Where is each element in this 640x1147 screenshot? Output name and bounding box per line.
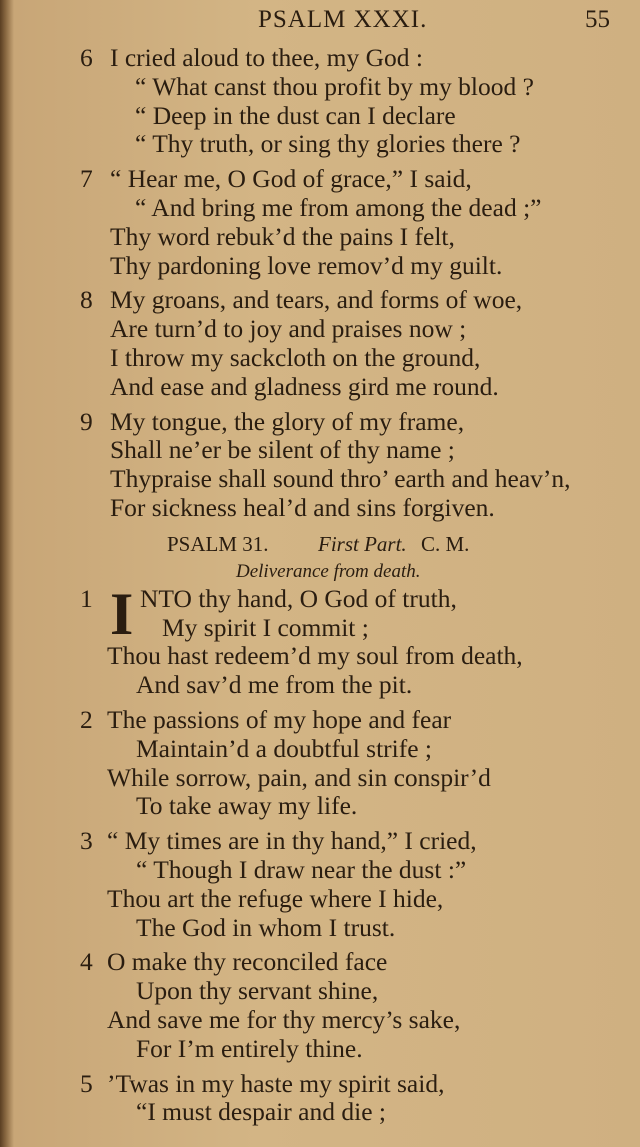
section-psalm: PSALM 31. [167,531,269,556]
verse [0,948,640,1063]
verse-line: Thy pardoning love remov’d my guilt. [110,250,503,280]
verse [0,44,640,159]
verse-number: 6 [80,43,93,72]
running-head [0,6,640,40]
verse-line: My spirit I commit ; [162,612,369,642]
verse-line: ’Twas in my haste my spirit said, [107,1068,445,1098]
page-number: 55 [585,6,610,33]
verse-line: “ Deep in the dust can I declare [135,100,456,130]
verse-number: 5 [80,1068,93,1098]
verse-line: “ My times are in thy hand,” I cried, [107,826,477,856]
verse-line: “ Though I draw near the dust :” [136,854,467,884]
verse-line: Maintain’d a doubtful strife ; [136,733,433,763]
verse-number: 4 [80,947,93,977]
verse [0,706,640,821]
verse-line: For sickness heal’d and sins forgiven. [110,492,495,522]
verse-line: Thypraise shall sound thro’ earth and heav’n, [110,464,571,494]
verse-line: Thou art the refuge where I hide, [107,883,444,913]
verse-number: 1 [80,583,93,613]
verse-line: Are turn’d to joy and praises now ; [110,314,467,344]
verse [0,165,640,280]
verse-line: “ Thy truth, or sing thy glories there ? [135,129,521,159]
drop-cap: I [110,580,134,647]
verse [0,286,640,401]
text-block [0,44,640,1133]
verse-line: The God in whom I trust. [136,912,396,942]
verse-line: “ What canst thou profit by my blood ? [135,71,534,101]
verse-line: “I must despair and die ; [136,1097,386,1127]
verse-line: And ease and gladness gird me round. [110,371,499,401]
verse-line: NTO thy hand, O God of truth, [140,583,457,613]
section-subtitle [0,559,640,585]
verse-line: To take away my life. [136,791,358,821]
verse-line: And sav’d me from the pit. [136,670,413,700]
verse-line: The passions of my hope and fear [107,704,452,734]
verse-line: I throw my sackcloth on the ground, [110,342,481,372]
verse-line: “ Hear me, O God of grace,” I said, [110,164,472,194]
section-meter: C. M. [421,531,470,556]
verse-line: Upon thy servant shine, [136,976,379,1006]
verse-line: And save me for thy mercy’s sake, [107,1004,461,1034]
verse [0,1070,640,1128]
verse-line: For I’m entirely thine. [136,1033,363,1063]
verse-line: “ And bring me from among the dead ;” [135,192,542,222]
verse-line: Shall ne’er be silent of thy name ; [110,435,455,465]
verse-line: I cried aloud to thee, my God : [110,43,423,72]
verse-line: My tongue, the glory of my frame, [110,406,465,436]
verse-line: My groans, and tears, and forms of woe, [110,285,523,315]
verse-number: 7 [80,164,93,194]
verse-line: While sorrow, pain, and sin conspir’d [107,762,491,792]
verse-number: 2 [80,704,93,734]
verse-number: 3 [80,826,93,856]
section-part: First Part. [318,531,407,556]
running-title: PSALM XXXI. [258,6,428,33]
verse-line: Thy word rebuk’d the pains I felt, [110,221,455,251]
verse-line: Thou hast redeem’d my soul from death, [107,641,523,671]
verse-number: 9 [80,406,93,436]
verse-line: O make thy reconciled face [107,947,388,977]
verse [0,408,640,523]
section-heading [0,529,640,559]
section-subtitle-text: Deliverance from death. [236,560,421,582]
verse [0,580,640,700]
verse-number: 8 [80,285,93,315]
verse [0,827,640,942]
